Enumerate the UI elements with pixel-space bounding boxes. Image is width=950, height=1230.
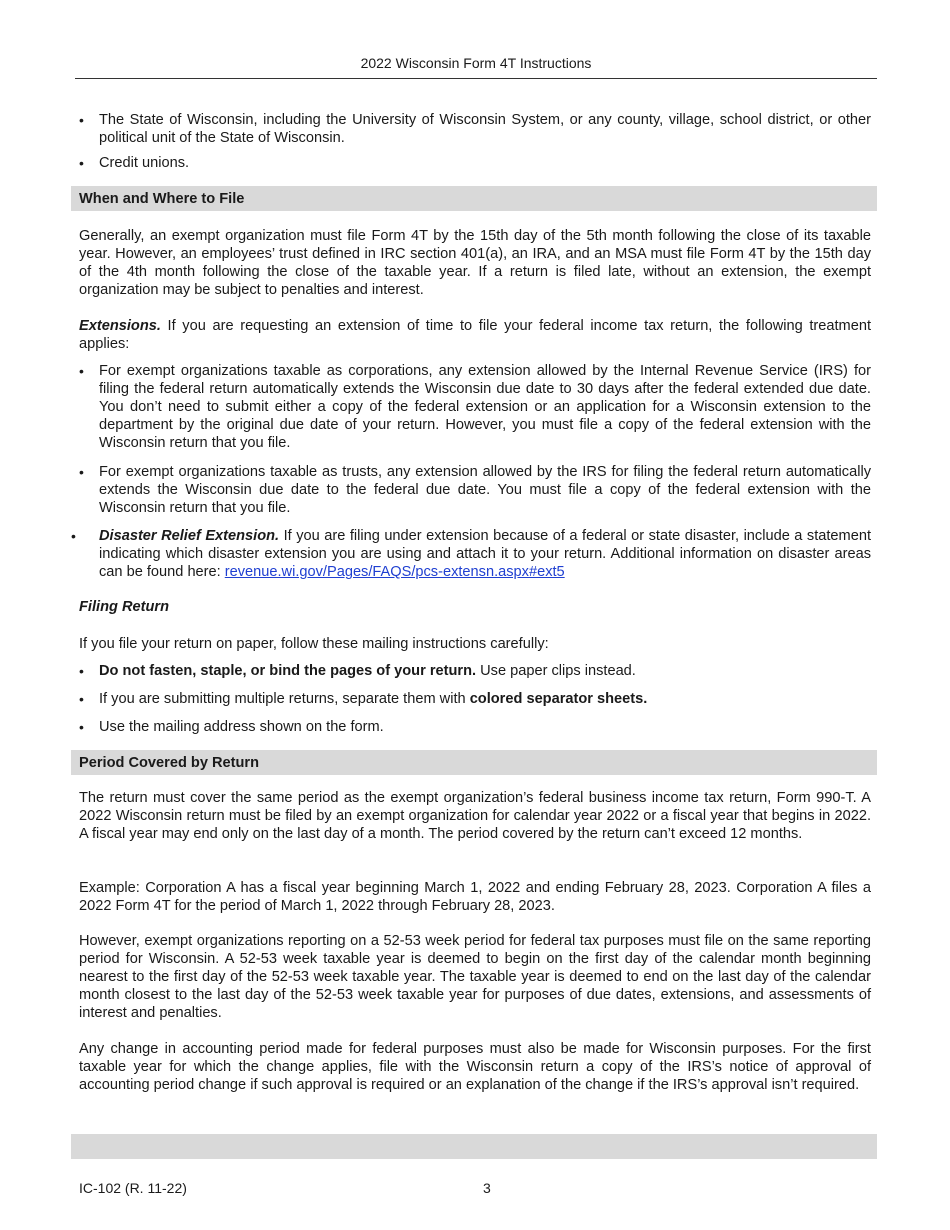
bullet-marker: • xyxy=(71,528,76,544)
intro-bullet-2: Credit unions. xyxy=(99,155,190,171)
filing-return-intro: If you file your return on paper, follow these mailing instructions carefully: xyxy=(79,636,549,652)
section-band-period xyxy=(71,750,877,775)
extension-bullet-trusts: For exempt organizations taxable as trusts, any extension allowed by the IRS for filing the federal return automatically extends the Wisconsin due date to the federal due date. You must file a copy of the federal extension with the Wisconsin return that you file. xyxy=(99,464,871,516)
bullet-marker: • xyxy=(79,663,84,679)
bullet-marker: • xyxy=(79,363,84,379)
extension-bullet-corporations: For exempt organizations taxable as corporations, any extension allowed by the Internal Revenue Service (IRS) for filing the federal return automatically extends the Wisconsin due date to 30 days after the federal extended due date. You don’t need to submit either a copy of the federal extension or an application for a Wisconsin extension to the department by the original due date of your return. However, you must file a copy of the federal extension with the Wisconsin return that you file. xyxy=(99,363,871,451)
period-paragraph-52-53-week: However, exempt organizations reporting on a 52-53 week period for federal tax purposes must file on the same reporting period for Wisconsin. A 52-53 week taxable year is deemed to begin on the first day of the calendar month beginning nearest to the first day of the 52-53 week taxable year. The taxable year is deemed to end on the last day of the calendar month closest to the last day of the 52-53 week taxable year for purposes of due dates, extensions, and assessments of interest and penalties. xyxy=(79,933,871,1021)
section-heading-period: Period Covered by Return xyxy=(79,755,260,771)
bullet-marker: • xyxy=(79,691,84,707)
when-where-paragraph: Generally, an exempt organization must file Form 4T by the 15th day of the 5th month following the close of its taxable year. However, an employees’ trust defined in IRC section 401(a), an IRA, and an MSA must file Form 4T by the 15th day of the 4th month following the close of the taxable year. If a return is filed late, without an extension, the exempt organization may be subject to penalties and interest. xyxy=(79,228,871,298)
bullet-marker: • xyxy=(79,112,84,128)
section-band-when-where xyxy=(71,186,877,211)
section-heading-when-where: When and Where to File xyxy=(79,191,245,207)
mailing-bullet-fasten xyxy=(99,662,871,680)
mailing-bullet-separators-text: If you are submitting multiple returns, separate them with xyxy=(99,691,470,707)
filing-return-heading: Filing Return xyxy=(79,599,169,615)
page-header-title: 2022 Wisconsin Form 4T Instructions xyxy=(360,55,592,71)
disaster-relief-text: If you are filing under extension because of a federal or state disaster, include a statement indicating which disaster extension you are using and attach it to your return. Additional information on disaster areas can be found here: xyxy=(99,528,871,580)
intro-bullet-1: The State of Wisconsin, including the University of Wisconsin System, or any county, village, school district, or other political unit of the State of Wisconsin. xyxy=(99,112,871,146)
extensions-lead: Extensions. xyxy=(79,318,161,334)
mailing-bullet-separators xyxy=(99,690,871,708)
header-rule xyxy=(75,78,877,79)
empty-section-band xyxy=(71,1134,877,1159)
bullet-marker: • xyxy=(79,719,84,735)
extensions-text: If you are requesting an extension of time to file your federal income tax return, the following treatment applies: xyxy=(79,318,871,352)
disaster-relief-lead: Disaster Relief Extension. xyxy=(99,528,280,544)
bullet-marker: • xyxy=(79,464,84,480)
extensions-paragraph xyxy=(79,317,871,353)
period-paragraph-1: The return must cover the same period as the exempt organization’s federal business income tax return, Form 990-T. A 2022 Wisconsin return must be filed by an exempt organization for calendar year 2022 or a fiscal year that begins in 2022. A fiscal year may end only on the last day of a month. The period covered by the return can’t exceed 12 months. xyxy=(79,790,871,842)
mailing-bullet-fasten-text: Use paper clips instead. xyxy=(476,663,636,679)
disaster-info-link[interactable]: revenue.wi.gov/Pages/FAQS/pcs-extensn.aspx#ext5 xyxy=(224,564,565,580)
footer-page-number: 3 xyxy=(483,1180,491,1196)
bullet-marker: • xyxy=(79,155,84,171)
period-paragraph-accounting-change: Any change in accounting period made for federal purposes must also be made for Wisconsin purposes. For the first taxable year for which the change applies, file with the Wisconsin return a copy of the IRS’s notice of approval of accounting period change if such approval is required or an explanation of the change if the IRS’s approval isn’t required. xyxy=(79,1041,871,1093)
mailing-bullet-separators-bold: colored separator sheets. xyxy=(469,691,648,707)
disaster-relief-bullet xyxy=(99,527,871,581)
mailing-bullet-address: Use the mailing address shown on the form. xyxy=(99,719,384,735)
mailing-bullet-fasten-bold: Do not fasten, staple, or bind the pages of your return. xyxy=(99,663,477,679)
footer-form-id: IC-102 (R. 11-22) xyxy=(79,1180,187,1196)
period-paragraph-example: Example: Corporation A has a fiscal year beginning March 1, 2022 and ending February 28, 2023. Corporation A files a 2022 Form 4T for the period of March 1, 2022 through February 28, 2023. xyxy=(79,880,871,914)
